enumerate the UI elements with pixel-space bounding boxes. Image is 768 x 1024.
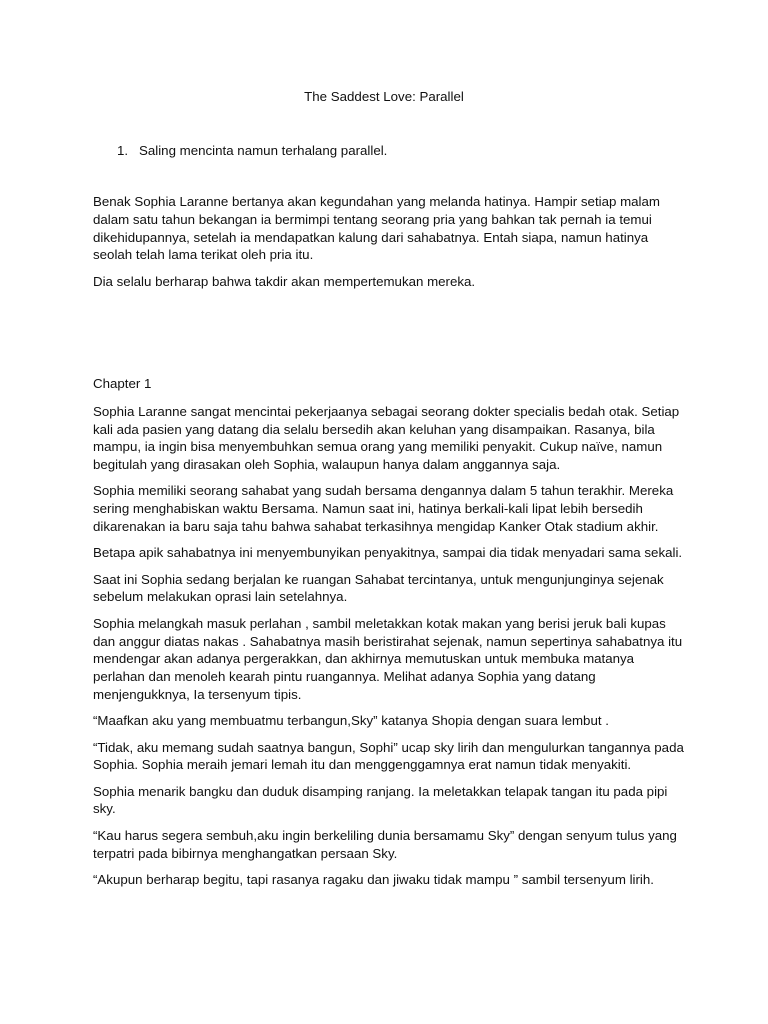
list-item-number: 1. bbox=[117, 143, 129, 158]
numbered-list bbox=[117, 142, 387, 160]
paragraph: “Tidak, aku memang sudah saatnya bangun, Sophi” ucap sky lirih dan mengulurkan tangannya pada Sophia. Sophia meraih jemari lemah itu dan menggenggamnya erat namun tidak menyakiti. bbox=[93, 739, 684, 773]
paragraph: Dia selalu berharap bahwa takdir akan mempertemukan mereka. bbox=[93, 273, 476, 289]
paragraph: Betapa apik sahabatnya ini menyembunyikan penyakitnya, sampai dia tidak menyadari sama sekali. bbox=[93, 545, 683, 561]
chapter-heading: Chapter 1 bbox=[93, 375, 152, 391]
paragraph: “Kau harus segera sembuh,aku ingin berkeliling dunia bersamamu Sky” dengan senyum tulus yang terpatri pada bibirnya menghangatkan persaan Sky. bbox=[93, 827, 677, 861]
paragraph: Sophia menarik bangku dan duduk disamping ranjang. Ia meletakkan telapak tangan itu pada pipi sky. bbox=[93, 783, 668, 817]
list-item-text: Saling mencinta namun terhalang parallel. bbox=[139, 143, 388, 158]
blank-space bbox=[93, 299, 685, 375]
list-item bbox=[117, 142, 387, 160]
paragraph: Benak Sophia Laranne bertanya akan kegundahan yang melanda hatinya. Hampir setiap malam dalam satu tahun bekangan ia bermimpi tentang seorang pria yang bahkan tak pernah ia temui dikehidupannya, setelah ia mendapatkan kalung dari sahabatnya. Entah siapa, namun hatinya seolah telah lama terikat oleh pria itu. bbox=[93, 194, 660, 263]
paragraph: “Maafkan aku yang membuatmu terbangun,Sky” katanya Shopia dengan suara lembut . bbox=[93, 713, 609, 729]
paragraph: Saat ini Sophia sedang berjalan ke ruangan Sahabat tercintanya, untuk mengunjunginya sejenak sebelum melakukan oprasi lain setelahnya. bbox=[93, 571, 664, 605]
paragraph: “Akupun berharap begitu, tapi rasanya ragaku dan jiwaku tidak mampu ” sambil tersenyum lirih. bbox=[93, 871, 654, 887]
paragraph: Sophia memiliki seorang sahabat yang sudah bersama dengannya dalam 5 tahun terakhir. Mereka sering menghabiskan waktu Bersama. Namun saat ini, hatinya berkali-kali lipat lebih bersedih dikarenakan ia baru saja tahu bahwa sahabat terkasihnya mengidap Kanker Otak stadium akhir. bbox=[93, 483, 674, 535]
paragraph: Sophia Laranne sangat mencintai pekerjaanya sebagai seorang dokter specialis bedah otak. Setiap kali ada pasien yang datang dia selalu bersedih akan keluhan yang disampaikan. Rasanya, bila mampu, ia ingin bisa menyembuhkan semua orang yang memiliki penyakit. Cukup naïve, namun begitulah yang dirasakan oleh Sophia, walaupun hanya dalam anggannya saja. bbox=[93, 403, 680, 473]
document-body bbox=[93, 193, 685, 897]
document-title: The Saddest Love: Parallel bbox=[304, 89, 464, 104]
paragraph: Sophia melangkah masuk perlahan , sambil meletakkan kotak makan yang berisi jeruk bali kupas dan anggur diatas nakas . Sahabatnya masih beristirahat sejenak, namun sepertinya sahabatnya itu mendengar akan adanya pergerakkan, dan akhirnya memutuskan untuk membuka matanya perlahan dan menoleh kearah pintu ruangannya. Melihat adanya Sophia yang datang menjengukknya, Ia tersenyum tipis. bbox=[93, 615, 683, 702]
